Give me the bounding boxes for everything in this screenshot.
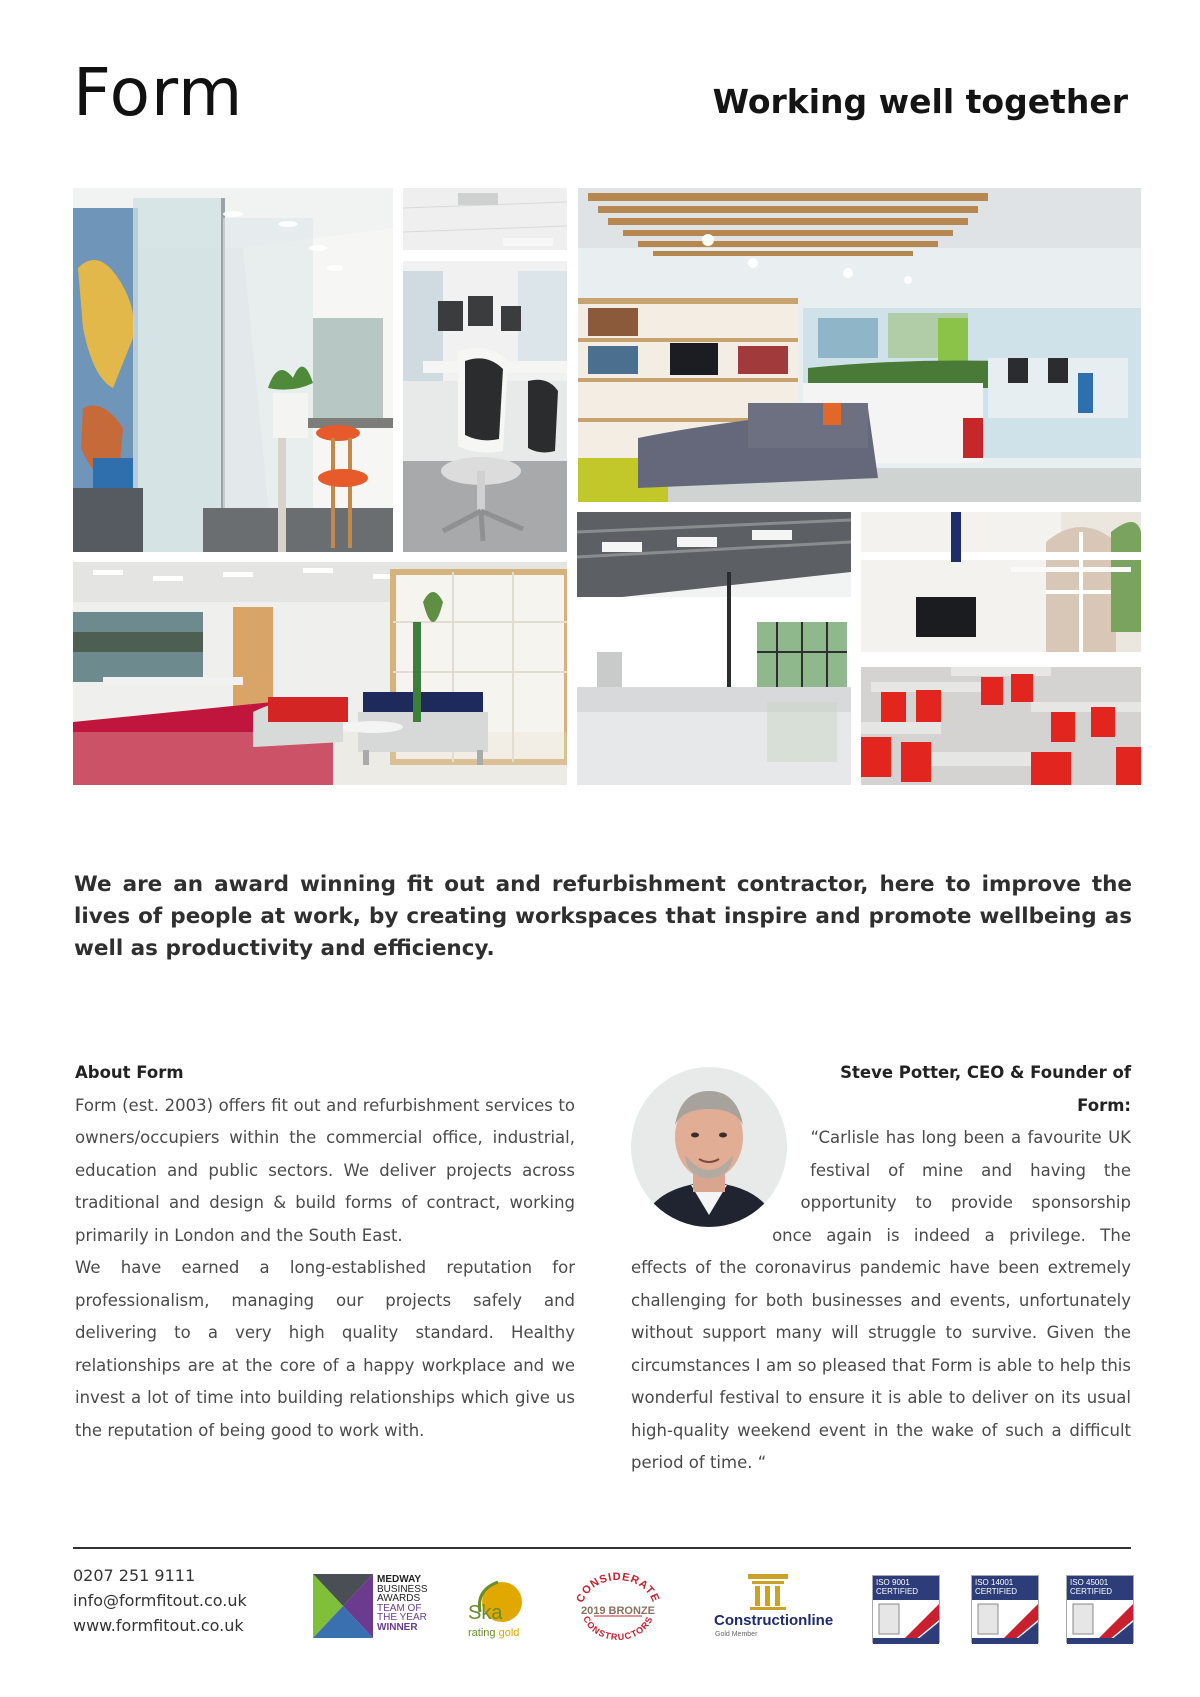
medway-line-1: MEDWAY [377, 1574, 422, 1585]
about-section [75, 1057, 575, 1447]
quote-text: “Carlisle has long been a favourite UK festival of mine and having the opportunity to provide sponsorship once again is indeed a privilege. The effects of the coronavirus pandemic have been extremely challenging for both businesses and events, unfortunately without support many will struggle to survive. Given the circumstances I am so pleased that Form is able to help this wonderful festival to ensure it is able to deliver on its usual high-quality weekend event in the wake of such a difficult period of time. “ [631, 1128, 1131, 1472]
photo-breakout-lounge [578, 188, 1141, 502]
photo-open-plan-sofa [73, 562, 567, 785]
intro-statement: We are an award winning fit out and refurbishment contractor, here to improve the lives of people at work, by creating workspaces that inspire and promote wellbeing as well as productivity and efficiency. [74, 872, 1132, 961]
photo-ceiling [403, 188, 567, 250]
ska-rating-gold-badge [466, 1578, 530, 1644]
photo-office-chairs [403, 261, 567, 552]
medway-line-2: BUSINESS [377, 1583, 428, 1595]
considerate-award-text: 2019 BRONZE [581, 1605, 655, 1617]
iso-45001-badge [1066, 1575, 1134, 1643]
medway-line-3: AWARDS [377, 1593, 421, 1605]
phone-number: 0207 251 9111 [73, 1566, 196, 1585]
photo-glass-corridor [73, 188, 393, 552]
considerate-constructors-badge [572, 1570, 664, 1642]
quote-heading: Steve Potter, CEO & Founder of Form: [840, 1063, 1131, 1115]
constructionline-name: Constructionline [714, 1612, 834, 1629]
considerate-top-text: CONSIDERATE [574, 1570, 662, 1605]
about-heading: About Form [75, 1063, 184, 1082]
form-logo: Form [73, 54, 244, 131]
ska-rating-label: rating [468, 1627, 496, 1639]
footer-divider [73, 1547, 1131, 1549]
email-address: info@formfitout.co.uk [73, 1591, 247, 1610]
page-tagline: Working well together [712, 82, 1128, 121]
constructionline-member-level: Gold Member [715, 1631, 758, 1638]
considerate-bottom-text: CONSTRUCTORS [581, 1614, 655, 1642]
photo-classroom [861, 512, 1141, 785]
photo-warehouse [577, 512, 851, 785]
svg-text:CONSTRUCTORS [581, 1614, 655, 1642]
about-paragraph-2: We have earned a long-established reputation for professionalism, managing our projects safely and delivering to a very high quality standard. Healthy relationships are at the core of a happy workplace and we invest a lot of time into building relationships which give us the reputation of being good to work with. [75, 1258, 575, 1440]
ceo-portrait [631, 1067, 787, 1227]
iso-9001-badge [872, 1575, 940, 1643]
iso-45001-label: ISO 45001 CERTIFIED [1067, 1576, 1133, 1600]
svg-text:CONSIDERATE [574, 1571, 661, 1605]
medway-business-awards-badge [313, 1574, 429, 1638]
iso-9001-label: ISO 9001 CERTIFIED [873, 1576, 939, 1600]
constructionline-gold-member-badge [712, 1574, 842, 1640]
medway-line-5: THE YEAR [377, 1612, 427, 1624]
about-paragraph-1: Form (est. 2003) offers fit out and refurbishment services to owners/occupiers within the commercial office, industrial, education and public sectors. We deliver projects across traditional and design & build forms of contract, working primarily in London and the South East. [75, 1095, 575, 1245]
website-address: www.formfitout.co.uk [73, 1616, 244, 1635]
contact-details [73, 1563, 247, 1638]
ceo-quote-section [631, 1057, 1131, 1480]
iso-14001-label: ISO 14001 CERTIFIED [972, 1576, 1038, 1600]
iso-14001-badge [971, 1575, 1039, 1643]
ska-level-label: gold [498, 1627, 520, 1639]
medway-line-4: TEAM OF [377, 1602, 422, 1614]
ska-logo-text: Ska [468, 1602, 503, 1624]
medway-line-6: WINNER [377, 1621, 418, 1633]
